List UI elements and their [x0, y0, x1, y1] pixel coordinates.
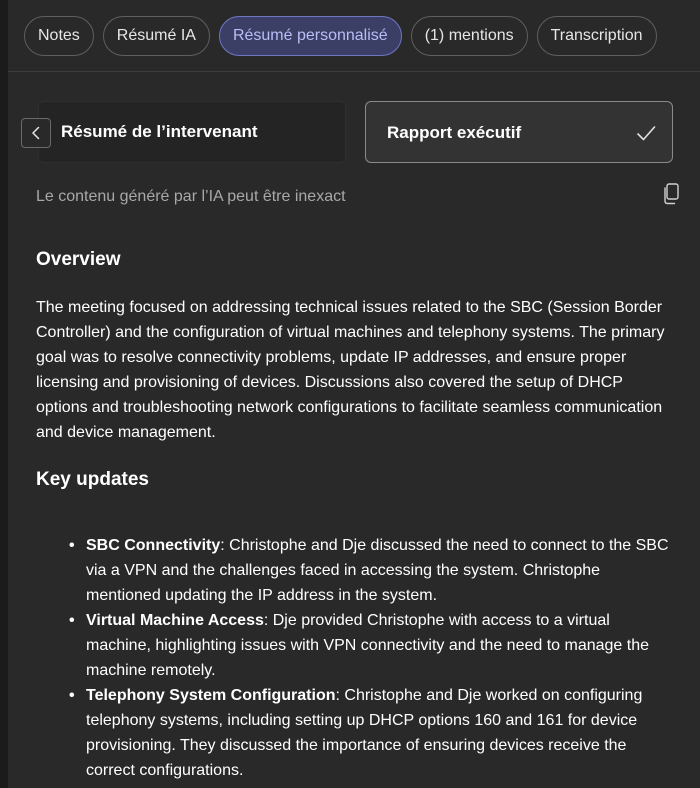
overview-heading: Overview — [36, 249, 121, 270]
update-title: SBC Connectivity — [86, 537, 221, 554]
tab-custom-summary[interactable]: Résumé personnalisé — [219, 16, 402, 56]
meeting-recap-panel — [8, 0, 700, 788]
copy-icon[interactable] — [662, 183, 680, 205]
update-text: : Christophe and Dje discussed the need to connect to the SBC via a VPN and the challenges faced in accessing the system. Christophe mentioned updating the IP address in the system. — [86, 537, 669, 604]
overview-text: The meeting focused on addressing technical issues related to the SBC (Session Border Controller) and the configuration of virtual machines and telephony systems. The primary goal was to resolve connectivity problems, update IP addresses, and ensure proper licensing and provisioning of devices. Discussions also covered the setup of DHCP options and troubleshooting network configurations to facilitate seamless communication and device management. — [36, 299, 665, 441]
recap-tabs — [24, 16, 657, 56]
list-item — [36, 533, 676, 608]
update-title: Virtual Machine Access — [86, 612, 264, 629]
speaker-summary-card[interactable] — [38, 101, 346, 163]
executive-report-card[interactable] — [365, 101, 673, 163]
update-title: Telephony System Configuration — [86, 687, 336, 704]
tab-transcript[interactable]: Transcription — [537, 16, 657, 56]
key-updates-list — [36, 533, 676, 783]
list-item — [36, 608, 676, 683]
key-updates-heading: Key updates — [36, 469, 149, 490]
previous-card-button[interactable] — [21, 118, 51, 148]
checkmark-icon — [636, 123, 656, 143]
speaker-summary-label: Résumé de l’intervenant — [61, 122, 258, 141]
tab-ai-summary[interactable]: Résumé IA — [103, 16, 210, 56]
chevron-left-icon — [30, 126, 42, 140]
tab-mentions[interactable]: (1) mentions — [411, 16, 528, 56]
update-text: : Christophe and Dje worked on configuring telephony systems, including setting up DHCP options 160 and 161 for device provisioning. They discussed the importance of ensuring devices receive the correct configurations. — [86, 687, 643, 779]
tab-notes[interactable]: Notes — [24, 16, 94, 56]
update-text: : Dje provided Christophe with access to a virtual machine, highlighting issues with VPN connectivity and the need to manage the machine remotely. — [86, 612, 650, 679]
executive-report-label: Rapport exécutif — [387, 123, 522, 142]
ai-disclaimer: Le contenu généré par l’IA peut être inexact — [36, 188, 346, 205]
list-item — [36, 683, 676, 783]
tabs-divider — [8, 71, 700, 72]
